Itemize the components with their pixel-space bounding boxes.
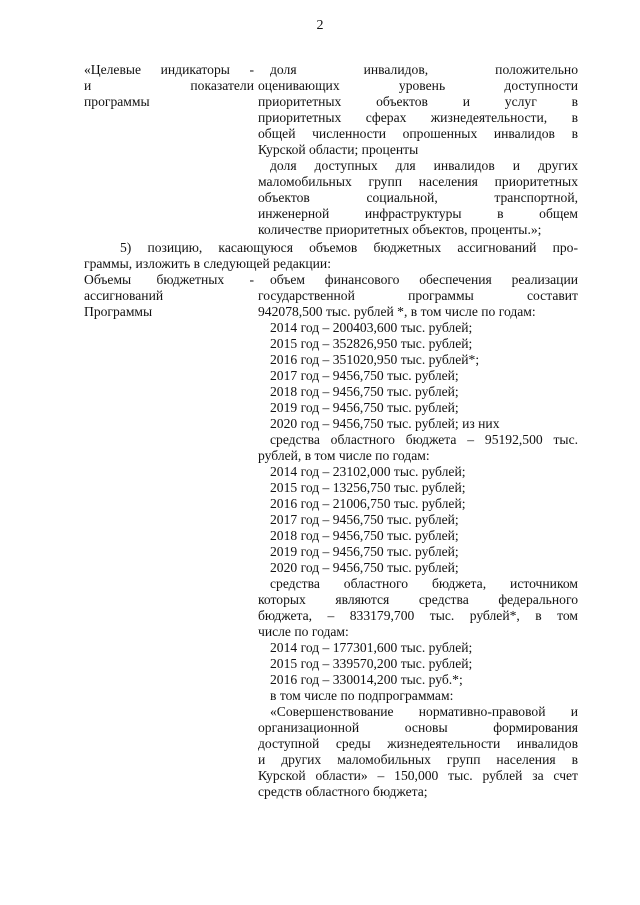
- text-line: организационной основы формирования: [258, 720, 578, 735]
- year-line: 2018 год – 9456,750 тыс. рублей;: [270, 528, 459, 543]
- year-line: 2014 год – 200403,600 тыс. рублей;: [270, 320, 473, 335]
- text-line: средства областного бюджета – 95192,500 тыс.: [270, 432, 578, 447]
- target-indicators-label: [84, 62, 254, 110]
- text-line: Курской области» – 150,000 тыс. рублей за счет: [258, 768, 578, 783]
- budget-allocations-text: [258, 272, 578, 800]
- year-line: 2016 год – 330014,200 тыс. руб.*;: [270, 672, 463, 687]
- paragraph-line: 5) позицию, касающуюся объемов бюджетных ассигнований про-: [120, 240, 578, 255]
- label-line: ассигнований: [84, 288, 164, 303]
- text-line: приоритетных сферах жизнедеятельности, в: [258, 110, 578, 125]
- label-line: Объемы бюджетных -: [84, 272, 254, 287]
- text-line: маломобильных групп населения приоритетных: [258, 174, 578, 189]
- year-line: 2015 год – 339570,200 тыс. рублей;: [270, 656, 473, 671]
- text-line: государственной программы составит: [258, 288, 578, 303]
- text-line: в том числе по подпрограммам:: [270, 688, 454, 703]
- text-line: доля доступных для инвалидов и других: [270, 158, 578, 173]
- year-line: 2014 год – 177301,600 тыс. рублей;: [270, 640, 473, 655]
- text-line: приоритетных объектов и услуг в: [258, 94, 578, 109]
- text-line: Курской области; проценты: [258, 142, 419, 157]
- year-line: 2020 год – 9456,750 тыс. рублей; из них: [270, 416, 500, 431]
- text-line: средств областного бюджета;: [258, 784, 428, 799]
- text-line: бюджета, – 833179,700 тыс. рублей*, в том: [258, 608, 578, 623]
- text-line: доступной среды жизнедеятельности инвалидов: [258, 736, 578, 751]
- label-line: программы: [84, 94, 150, 109]
- year-line: 2018 год – 9456,750 тыс. рублей;: [270, 384, 459, 399]
- label-line: и показатели: [84, 78, 254, 93]
- text-line: рублей, в том числе по годам:: [258, 448, 430, 463]
- year-line: 2015 год – 352826,950 тыс. рублей;: [270, 336, 473, 351]
- label-line: «Целевые индикаторы -: [84, 62, 254, 77]
- year-line: 2017 год – 9456,750 тыс. рублей;: [270, 368, 459, 383]
- text-line: объектов социальной, транспортной,: [258, 190, 578, 205]
- text-line: которых являются средства федерального: [258, 592, 578, 607]
- year-line: 2016 год – 21006,750 тыс. рублей;: [270, 496, 466, 511]
- paragraph-line: граммы, изложить в следующей редакции:: [84, 256, 331, 271]
- text-line: общей численности опрошенных инвалидов в: [258, 126, 578, 141]
- year-line: 2015 год – 13256,750 тыс. рублей;: [270, 480, 466, 495]
- year-line: 2019 год – 9456,750 тыс. рублей;: [270, 400, 459, 415]
- year-line: 2014 год – 23102,000 тыс. рублей;: [270, 464, 466, 479]
- label-line: Программы: [84, 304, 153, 319]
- page-number: 2: [316, 18, 324, 33]
- year-line: 2019 год – 9456,750 тыс. рублей;: [270, 544, 459, 559]
- year-line: 2017 год – 9456,750 тыс. рублей;: [270, 512, 459, 527]
- text-line: «Совершенствование нормативно-правовой и: [270, 704, 578, 719]
- text-line: оценивающих уровень доступности: [258, 78, 578, 93]
- text-line: 942078,500 тыс. рублей *, в том числе по годам:: [258, 304, 536, 319]
- text-line: инженерной инфраструктуры в общем: [258, 206, 578, 221]
- text-line: средства областного бюджета, источником: [270, 576, 578, 591]
- item-5-paragraph: [84, 240, 578, 272]
- text-line: числе по годам:: [258, 624, 349, 639]
- year-line: 2016 год – 351020,950 тыс. рублей*;: [270, 352, 480, 367]
- budget-allocations-label: [84, 272, 254, 320]
- text-line: количестве приоритетных объектов, проценты.»;: [258, 222, 542, 237]
- text-line: и других маломобильных групп населения в: [258, 752, 578, 767]
- text-line: доля инвалидов, положительно: [270, 62, 578, 77]
- text-line: объем финансового обеспечения реализации: [270, 272, 578, 287]
- year-line: 2020 год – 9456,750 тыс. рублей;: [270, 560, 459, 575]
- target-indicators-text: [258, 62, 578, 238]
